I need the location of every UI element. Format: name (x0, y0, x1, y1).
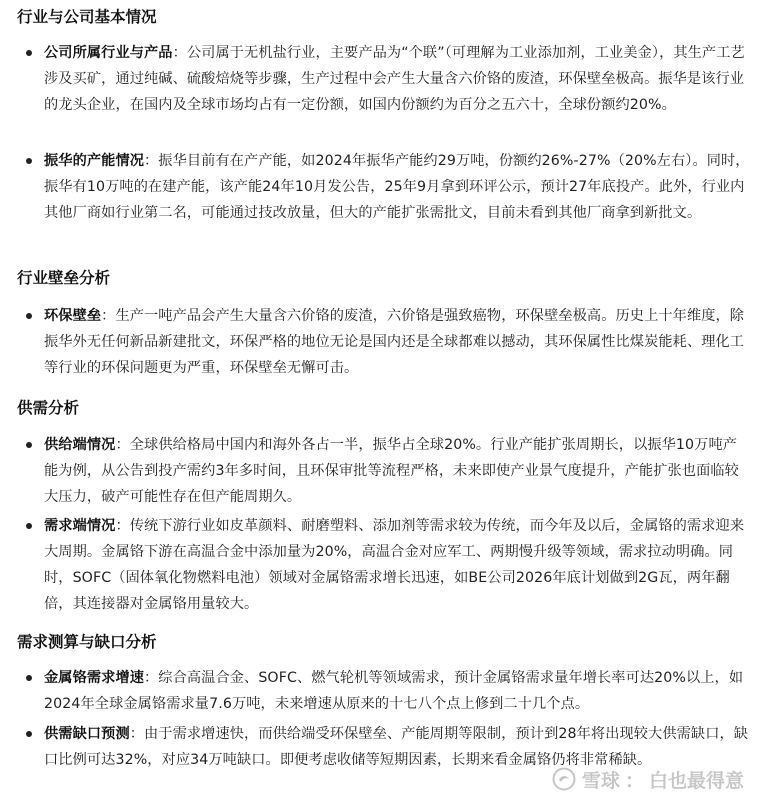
bullet-text: ：生产一吨产品会产生大量含六价铬的废渣，六价铬是强致癌物，环保壁垒极高。历史上十年维度，除振华外无任何新品新建批文，环保严格的地位无论是国内还是全球都难以撼动，其环保属性比煤炭能耗、理化工等行业的环保问题更为严重，环保壁垒无懈可击。 (44, 308, 745, 376)
section-title-company-overview: 行业与公司基本情况 (17, 8, 157, 26)
bullet-text: ：全球供给格局中国内和海外各占一半，振华占全球20%。行业产能扩张周期长，以振华10万吨产能为例，从公告到投产需约3年多时间，且环保审批等流程严格，未来即使产业景气度提升，产能扩张也面临较大压力，破产可能性存在但产能周期久。 (44, 437, 739, 505)
watermark-author: 白也最得意 (648, 769, 744, 792)
bullet-dot (26, 50, 32, 56)
bullet-demand-side (44, 513, 750, 617)
section-title-barriers: 行业壁垒分析 (17, 269, 111, 287)
bullet-chromium-demand-growth (44, 665, 750, 717)
bullet-dot (26, 442, 32, 448)
bullet-environmental-barrier (44, 303, 750, 381)
bullet-lead: 公司所属行业与产品 (44, 45, 173, 61)
bullet-dot (26, 313, 32, 319)
bullet-dot (26, 675, 32, 681)
section-title-demand-gap: 需求测算与缺口分析 (17, 633, 157, 651)
bullet-dot (26, 523, 32, 529)
bullet-lead: 环保壁垒 (44, 308, 102, 324)
snowball-logo-icon (552, 767, 576, 791)
bullet-dot (26, 731, 32, 737)
bullet-lead: 振华的产能情况 (44, 153, 145, 169)
bullet-text: ：传统下游行业如皮革颜料、耐磨塑料、添加剂等需求较为传统，而今年及以后，金属铬的需求迎来大周期。金属铬下游在高温合金中添加量为20%，高温合金对应军工、两期慢升级等领域，需求拉动明确。同时，SOFC（固体氧化物燃料电池）领域对金属铬需求增长迅速，如BE公司2026年底计划做到2G瓦，两年翻倍，其连接器对金属铬用量较大。 (44, 518, 745, 612)
bullet-text: ：由于需求增速快，而供给端受环保壁垒、产能周期等限制，预计到28年将出现较大供需缺口，缺口比例可达32%，对应34万吨缺口。即便考虑收储等短期因素，长期来看金属铬仍将非常稀缺。 (44, 726, 749, 768)
watermark (552, 764, 744, 794)
section-title-supply-demand: 供需分析 (17, 399, 80, 417)
bullet-capacity (44, 148, 750, 226)
bullet-lead: 金属铬需求增速 (44, 670, 145, 686)
watermark-brand: 雪球 (581, 769, 620, 792)
bullet-industry-products (44, 40, 750, 118)
bullet-lead: 供需缺口预测 (44, 726, 130, 742)
bullet-text: ：公司属于无机盐行业，主要产品为“个联”（可理解为工业添加剂，工业美金），其生产工艺涉及买矿，通过纯碱、硫酸焙烧等步骤，生产过程中会产生大量含六价铬的废渣，环保壁垒极高。振华是该行业的龙头企业，在国内及全球市场均占有一定份额，如国内份额约为百分之五六十，全球份额约20%。 (44, 45, 745, 113)
bullet-text: ：振华目前有在产产能，如2024年振华产能约29万吨，份额约26%-27%（20%左右）。同时，振华有10万吨的在建产能，该产能24年10月发公告，25年9月拿到环评公示，预计27年底投产。此外，行业内其他厂商如行业第二名，可能通过技改放量，但大的产能扩张需批文，目前未看到其他厂商拿到新批文。 (44, 153, 750, 221)
watermark-separator: ： (624, 769, 644, 792)
bullet-lead: 供给端情况 (44, 437, 116, 453)
bullet-dot (26, 158, 32, 164)
bullet-text: ：综合高温合金、SOFC、燃气轮机等领域需求，预计金属铬需求量年增长率可达20%以上，如2024年全球金属铬需求量7.6万吨，未来增速从原来的十七八个点上修到二十几个点。 (44, 670, 744, 712)
bullet-supply-side (44, 432, 750, 510)
bullet-lead: 需求端情况 (44, 518, 116, 534)
